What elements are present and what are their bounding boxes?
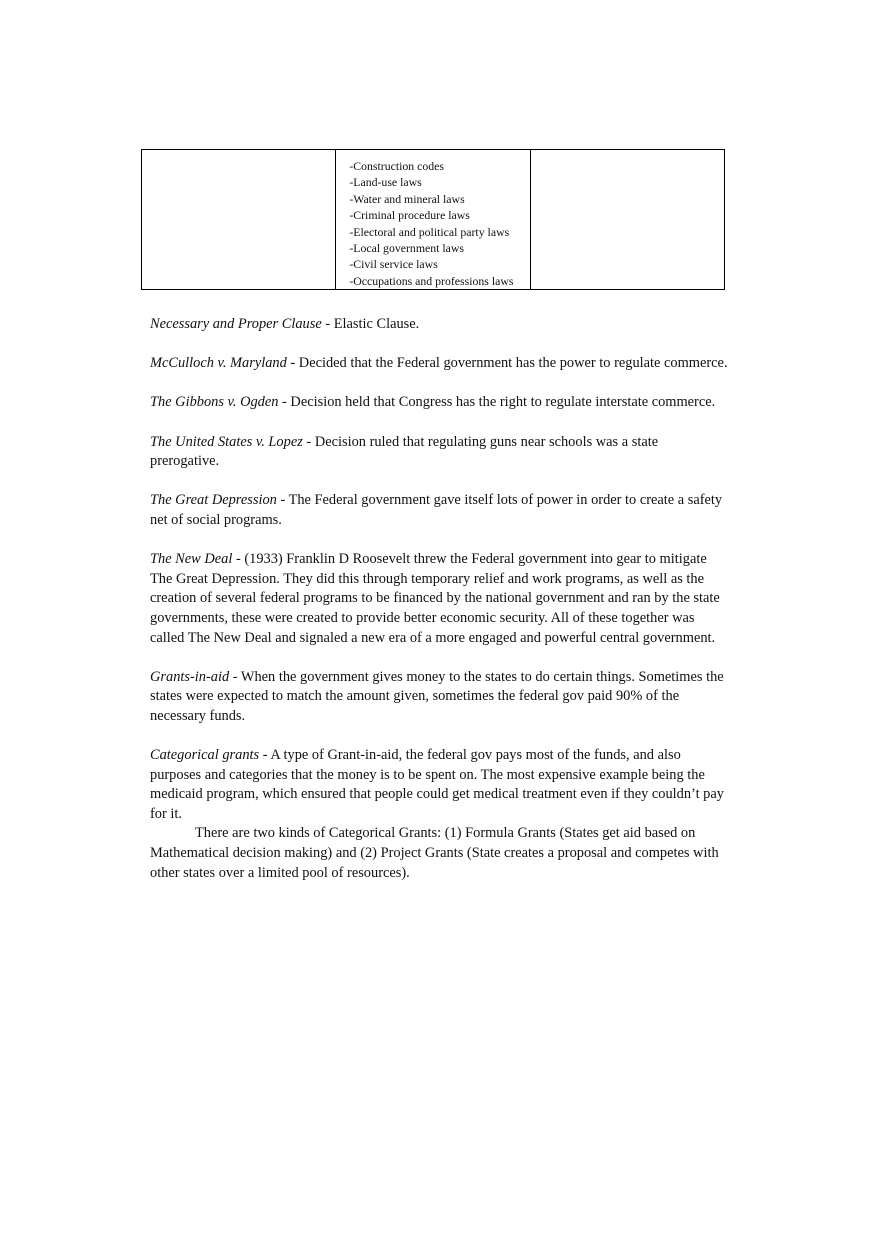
list-item: -Construction codes <box>349 159 445 173</box>
entry-grants-in-aid <box>150 668 730 727</box>
list-item: -Criminal procedure laws <box>349 208 470 223</box>
list-item: -Land-use laws <box>349 175 422 190</box>
entry-definition: - A type of Grant-in-aid, the federal gov pays most of the funds, and also purposes and categories that the money is to be spent on. The most expensive example being the medicaid program, which ensured that people could get medical treatment even if they couldn’t pay for it. <box>150 747 724 822</box>
list-item: -Civil service laws <box>349 257 438 272</box>
entry-definition: - Decision held that Congress has the right to regulate interstate commerce. <box>278 394 716 411</box>
table-cell-middle <box>336 150 530 290</box>
entry-definition: - (1933) Franklin D Roosevelt threw the Federal government into gear to mitigate The Great Depression. They did this through temporary relief and work programs, as well as the creation of several federal programs to be financed by the national government and ran by the state governments, these were created to provide better economic security. All of these together was called The New Deal and signaled a new era of a more engaged and powerful central government. <box>150 551 720 646</box>
entry-definition: - The Federal government gave itself lots of power in order to create a safety net of social programs. <box>150 492 723 528</box>
entry-definition: - Elastic Clause. <box>321 316 420 332</box>
entry-term: The Gibbons v. Ogden <box>150 394 279 411</box>
entry-term: Categorical grants <box>150 747 260 764</box>
entry-us-v-lopez <box>150 433 730 472</box>
entry-definition: - Decision ruled that regulating guns near schools was a state prerogative. <box>150 433 659 470</box>
entry-term: McCulloch v. Maryland <box>150 355 287 372</box>
entry-great-depression <box>150 491 730 530</box>
table-cell-left <box>142 150 336 290</box>
state-laws-list <box>336 150 529 289</box>
laws-table <box>141 149 725 290</box>
entry-mcculloch-v-maryland <box>150 354 730 374</box>
entry-new-deal <box>150 550 730 648</box>
entry-term: The New Deal <box>150 551 233 568</box>
entry-term: Grants-in-aid <box>150 668 230 685</box>
table-cell-right <box>530 150 724 290</box>
entry-necessary-and-proper-clause <box>150 315 730 335</box>
list-item: -Water and mineral laws <box>349 191 465 206</box>
entry-term: Necessary and Proper Clause <box>150 316 322 332</box>
entry-term: The Great Depression <box>150 492 277 509</box>
entry-definition: - When the government gives money to the states to do certain things. Sometimes the states were expected to match the amount given, sometimes the federal gov paid 90% of the necessary funds. <box>150 668 724 724</box>
list-item: -Electoral and political party laws <box>349 224 510 239</box>
entry-gibbons-v-ogden <box>150 393 730 413</box>
entry-continuation: There are two kinds of Categorical Grants: (1) Formula Grants (States get aid based on Mathematical decision making) and (2) Project Grants (State creates a proposal and competes with other states over a limited pool of resources). <box>150 825 719 881</box>
table-row <box>142 150 725 290</box>
entry-definition: - Decided that the Federal government has the power to regulate commerce. <box>286 355 728 372</box>
list-item: -Occupations and professions laws <box>349 273 514 288</box>
entry-categorical-grants <box>150 746 730 883</box>
list-item: -Local government laws <box>349 241 464 256</box>
entry-term: The United States v. Lopez <box>150 433 303 450</box>
glossary-entries <box>150 315 730 903</box>
